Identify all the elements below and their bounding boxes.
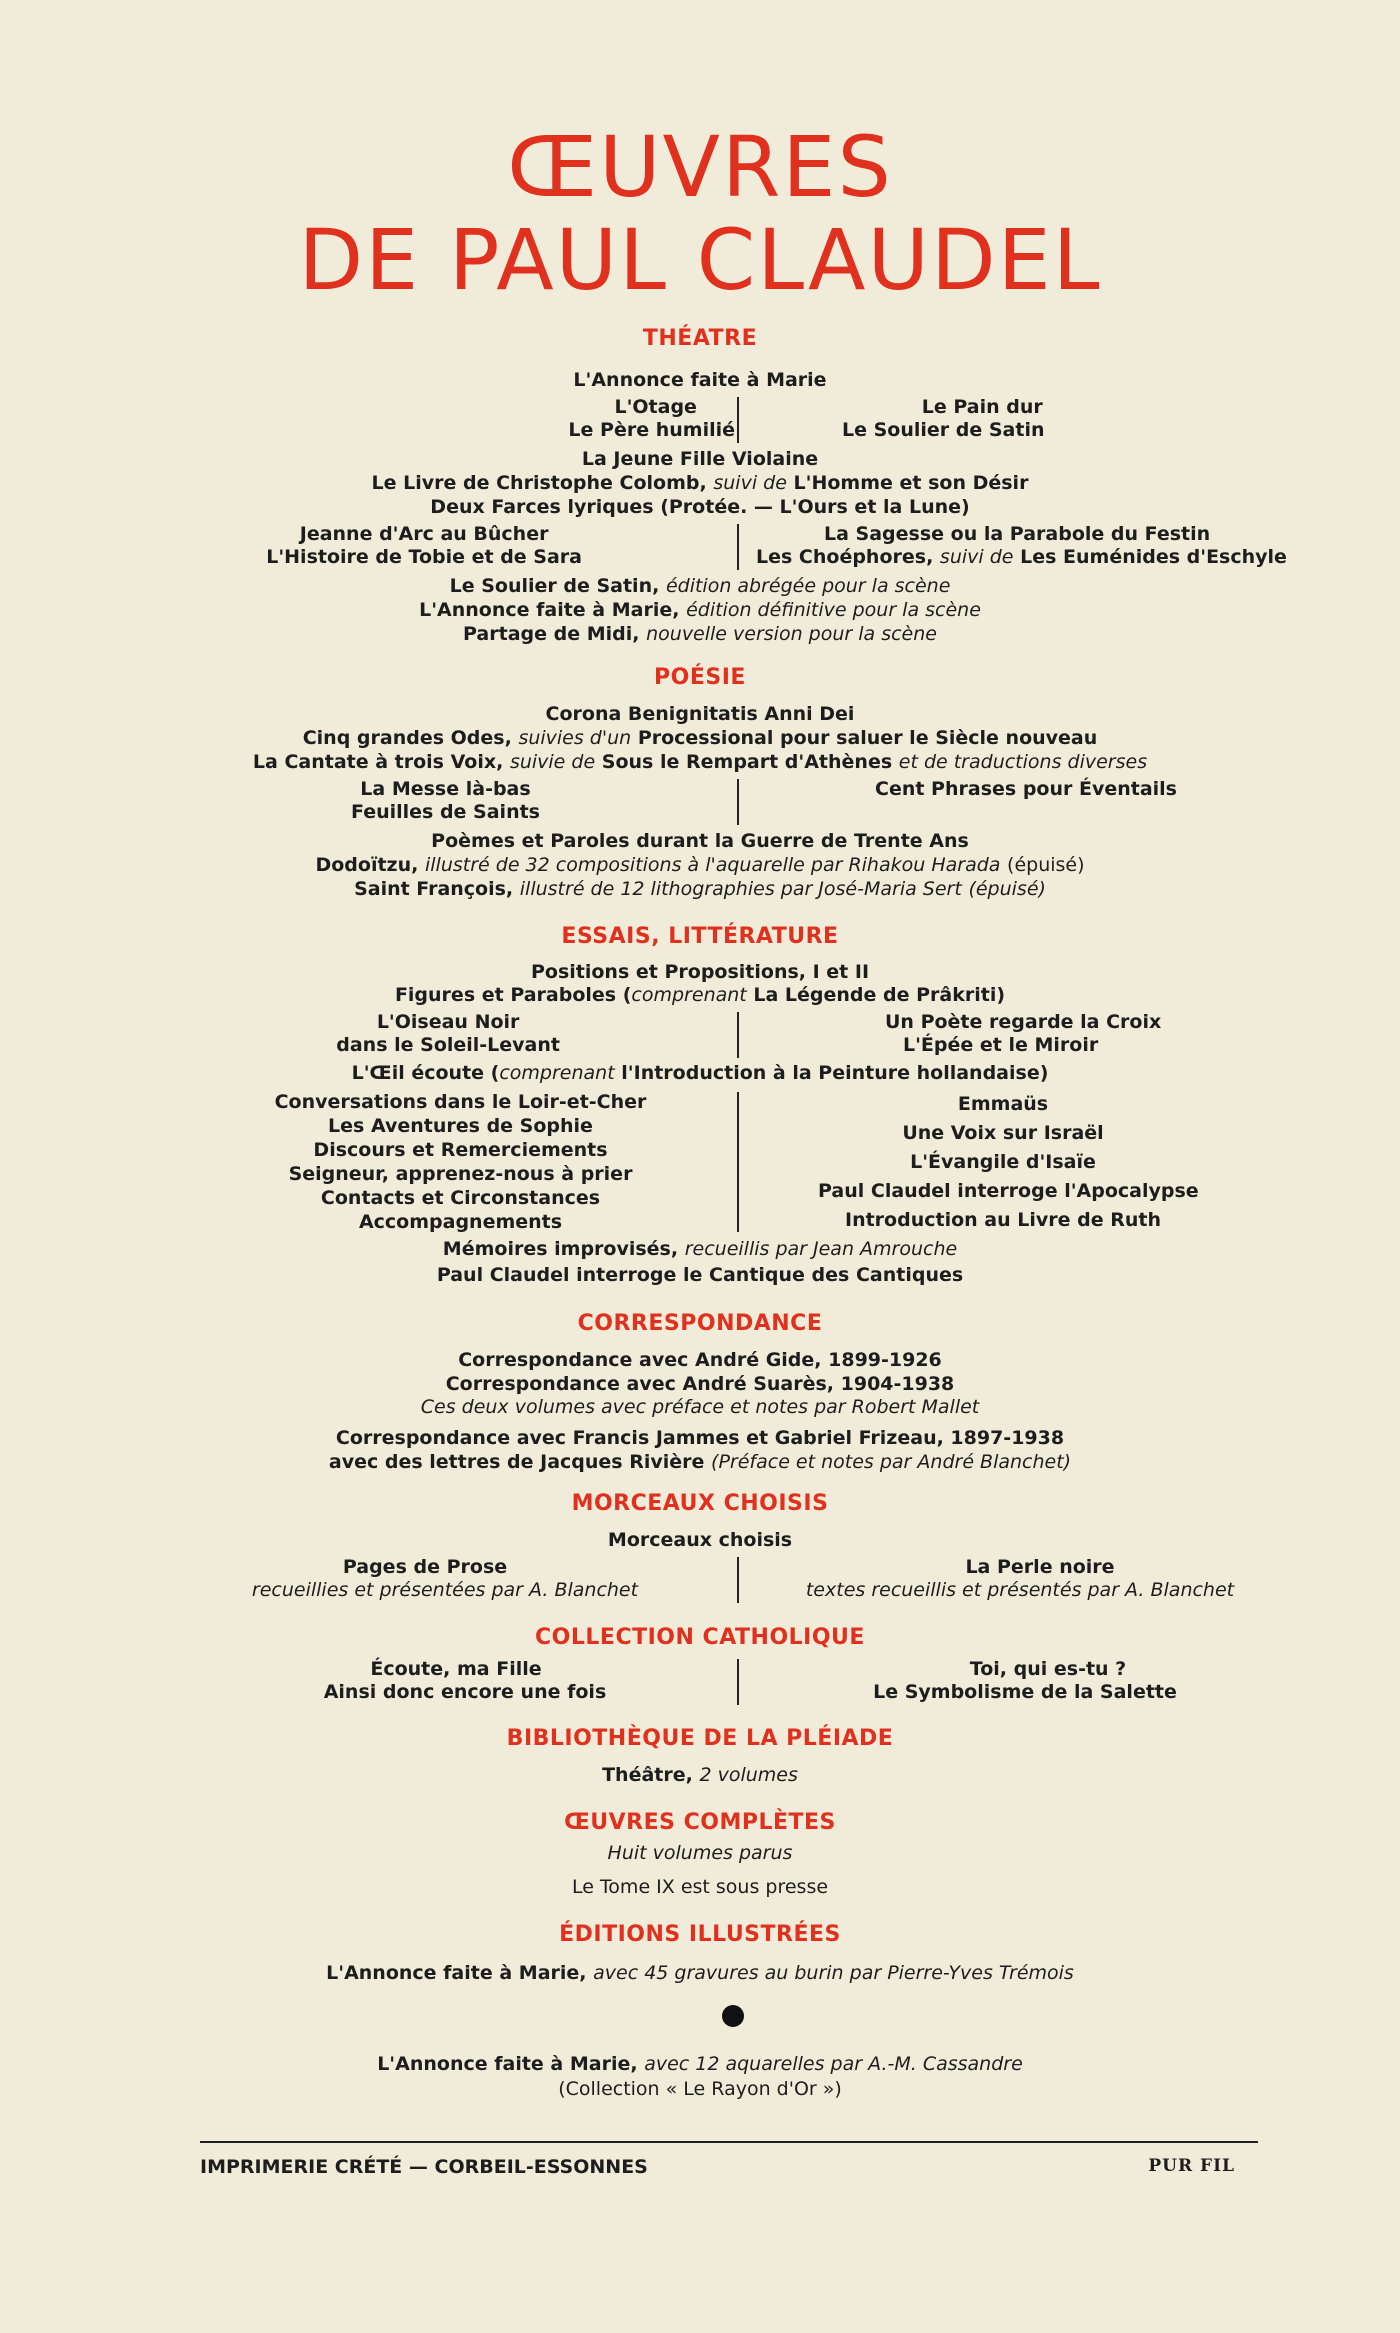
list-item: Contacts et Circonstances: [320, 1187, 601, 1209]
list-item: La Messe là-bas: [360, 778, 531, 800]
poesie-right: Cent Phrases pour Éventails: [875, 778, 1177, 800]
section-correspondance: CORRESPONDANCE: [577, 1311, 823, 1336]
list-item: Le Soulier de Satin: [842, 419, 1045, 441]
poesie-corona: Corona Benignitatis Anni Dei: [545, 703, 855, 725]
theatre-annonce-2: L'Annonce faite à Marie, édition définitive pour la scène: [419, 599, 981, 621]
theatre-partage: Partage de Midi, nouvelle version pour la scène: [463, 623, 937, 645]
essais-right-1: [885, 1011, 1161, 1057]
poesie-francois: Saint François, illustré de 12 lithographies par José-Maria Sert (épuisé): [354, 878, 1046, 900]
poesie-poemes: Poèmes et Paroles durant la Guerre de Trente Ans: [431, 830, 969, 852]
illustrees-collection: (Collection « Le Rayon d'Or »): [558, 2078, 842, 2100]
completes-parus: Huit volumes parus: [607, 1842, 793, 1864]
list-item: Seigneur, apprenez-nous à prier: [288, 1163, 633, 1185]
footer-paper: PUR FIL: [1148, 2156, 1235, 2176]
illustrees-tremois: L'Annonce faite à Marie, avec 45 gravures au burin par Pierre-Yves Trémois: [326, 1962, 1074, 1984]
corr-suares: Correspondance avec André Suarès, 1904-1938: [445, 1373, 955, 1395]
corr-gide: Correspondance avec André Gide, 1899-1926: [458, 1349, 942, 1371]
list-item: Les Choéphores, suivi de Les Euménides d'Eschyle: [756, 546, 1287, 568]
section-collection: COLLECTION CATHOLIQUE: [535, 1625, 865, 1650]
list-item: Écoute, ma Fille: [370, 1658, 542, 1680]
corr-mallet: Ces deux volumes avec préface et notes par Robert Mallet: [420, 1396, 980, 1418]
column-divider: [737, 779, 739, 825]
list-item: L'Épée et le Miroir: [903, 1034, 1099, 1056]
list-item: Feuilles de Saints: [350, 801, 540, 823]
poesie-cantate: La Cantate à trois Voix, suivie de Sous le Rempart d'Athènes et de traductions diverses: [252, 751, 1148, 773]
essais-cantique: Paul Claudel interroge le Cantique des Cantiques: [436, 1264, 964, 1286]
section-morceaux: MORCEAUX CHOISIS: [571, 1491, 829, 1516]
corr-riviere: avec des lettres de Jacques Rivière (Préface et notes par André Blanchet): [328, 1451, 1072, 1473]
list-item: Conversations dans le Loir-et-Cher: [274, 1091, 647, 1113]
list-item: La Perle noire: [965, 1556, 1115, 1578]
collection-right: [850, 1658, 1200, 1704]
list-item: recueillies et présentées par A. Blanchet: [251, 1579, 639, 1601]
essais-figures: Figures et Paraboles (comprenant La Légende de Prâkriti): [394, 984, 1006, 1006]
list-item: Les Aventures de Sophie: [328, 1115, 593, 1137]
list-item: Le Symbolisme de la Salette: [873, 1681, 1177, 1703]
list-item: Le Pain dur: [921, 396, 1043, 418]
list-item: Introduction au Livre de Ruth: [845, 1209, 1161, 1231]
list-item: dans le Soleil-Levant: [336, 1034, 560, 1056]
theatre-soulier: Le Soulier de Satin, édition abrégée pour la scène: [449, 575, 951, 597]
corr-jammes: Correspondance avec Francis Jammes et Gabriel Frizeau, 1897-1938: [335, 1427, 1065, 1449]
theatre-annonce: L'Annonce faite à Marie: [573, 369, 827, 391]
list-item: Ainsi donc encore une fois: [323, 1681, 607, 1703]
section-illustrees: ÉDITIONS ILLUSTRÉES: [559, 1922, 841, 1947]
column-divider: [737, 1557, 739, 1603]
theatre-farces: Deux Farces lyriques (Protée. — L'Ours et la Lune): [430, 496, 970, 518]
pleiade-theatre: Théâtre, 2 volumes: [602, 1764, 798, 1786]
theatre-right-1: [842, 396, 1045, 442]
theatre-right-2: [756, 523, 1287, 569]
title-line-2: DE PAUL CLAUDEL: [298, 211, 1102, 309]
list-item: Pages de Prose: [342, 1556, 508, 1578]
essais-left-1: [336, 1011, 560, 1057]
list-item: Le Père humilié: [568, 419, 735, 441]
poesie-left: [351, 778, 540, 824]
poesie-dodoitzu: Dodoïtzu, illustré de 32 compositions à l'aquarelle par Rihakou Harada (épuisé): [315, 854, 1085, 876]
section-theatre: THÉATRE: [642, 326, 758, 351]
morceaux-left: [230, 1556, 660, 1602]
list-item: L'Oiseau Noir: [376, 1011, 520, 1033]
column-divider: [737, 1012, 739, 1058]
column-divider: [737, 1659, 739, 1705]
list-item: Emmaüs: [957, 1093, 1049, 1115]
theatre-colomb: Le Livre de Christophe Colomb, suivi de L'Homme et son Désir: [371, 472, 1029, 494]
theatre-violaine: La Jeune Fille Violaine: [581, 448, 819, 470]
section-pleiade: BIBLIOTHÈQUE DE LA PLÉIADE: [506, 1726, 894, 1751]
list-item: Toi, qui es-tu ?: [969, 1658, 1127, 1680]
collection-left: [290, 1658, 640, 1704]
theatre-left-1: [568, 396, 735, 442]
section-poesie: POÉSIE: [654, 665, 746, 690]
poesie-odes: Cinq grandes Odes, suivies d'un Processional pour saluer le Siècle nouveau: [302, 727, 1098, 749]
essais-right-2: [818, 1090, 1199, 1235]
bullet-ornament: [722, 2005, 744, 2027]
list-item: L'Otage: [614, 396, 697, 418]
section-completes: ŒUVRES COMPLÈTES: [564, 1810, 836, 1835]
essais-positions: Positions et Propositions, I et II: [530, 961, 870, 983]
list-item: Discours et Remerciements: [313, 1139, 608, 1161]
theatre-left-2: [266, 523, 582, 569]
list-item: Accompagnements: [358, 1211, 563, 1233]
list-item: textes recueillis et présentés par A. Blanchet: [805, 1579, 1235, 1601]
list-item: L'Évangile d'Isaïe: [910, 1151, 1096, 1173]
list-item: L'Histoire de Tobie et de Sara: [266, 546, 582, 568]
completes-presse: Le Tome IX est sous presse: [571, 1876, 829, 1898]
title-line-1: ŒUVRES: [507, 118, 893, 216]
essais-oeil: L'Œil écoute (comprenant l'Introduction à la Peinture hollandaise): [351, 1062, 1049, 1084]
footer-rule: [200, 2141, 1258, 2143]
column-divider: [737, 1092, 739, 1232]
footer-printer: IMPRIMERIE CRÉTÉ — CORBEIL-ESSONNES: [200, 2156, 648, 2178]
morceaux-title: Morceaux choisis: [607, 1529, 793, 1551]
list-item: Jeanne d'Arc au Bûcher: [299, 523, 549, 545]
essais-memoires: Mémoires improvisés, recueillis par Jean Amrouche: [442, 1238, 958, 1260]
section-essais: ESSAIS, LITTÉRATURE: [561, 924, 839, 949]
list-item: Un Poète regarde la Croix: [885, 1011, 1162, 1033]
list-item: Paul Claudel interroge l'Apocalypse: [818, 1180, 1199, 1202]
list-item: La Sagesse ou la Parabole du Festin: [824, 523, 1211, 545]
morceaux-right: [770, 1556, 1270, 1602]
essais-left-2: [268, 1090, 653, 1234]
column-divider: [737, 397, 739, 443]
column-divider: [737, 524, 739, 570]
list-item: Une Voix sur Israël: [902, 1122, 1104, 1144]
illustrees-cassandre: L'Annonce faite à Marie, avec 12 aquarelles par A.-M. Cassandre: [377, 2053, 1023, 2075]
